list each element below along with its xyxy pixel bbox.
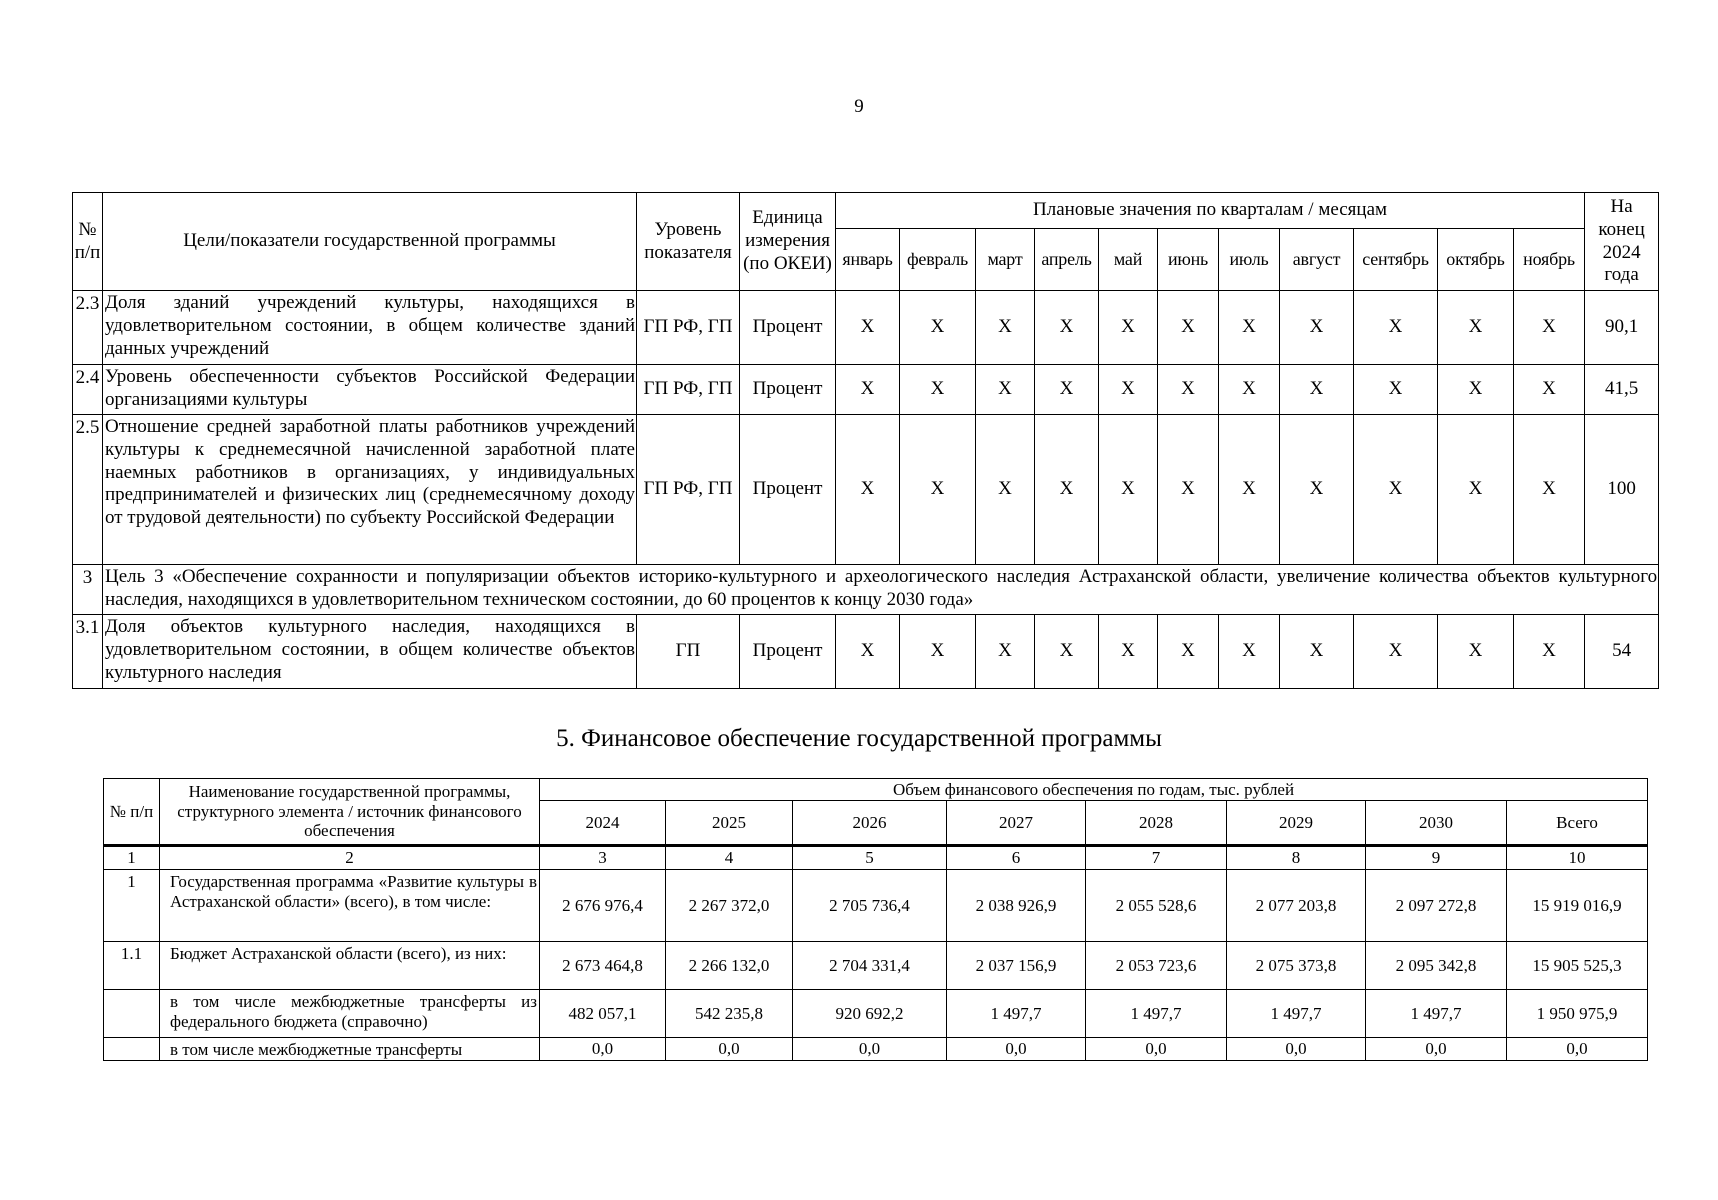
month-value: X: [1158, 291, 1219, 365]
table-row: [73, 615, 1659, 689]
month-value: X: [1219, 415, 1280, 565]
month-value: X: [900, 291, 976, 365]
value-cell: 2 038 926,9: [947, 870, 1086, 942]
column-index: 2: [160, 846, 540, 870]
header-month: май: [1099, 229, 1158, 291]
month-value: X: [1099, 415, 1158, 565]
row-num: [104, 990, 160, 1038]
page-number: 9: [854, 96, 864, 117]
section-title: 5. Финансовое обеспечение государственной программы: [556, 725, 1162, 752]
month-value: X: [1438, 415, 1514, 565]
header-plan: Плановые значения по кварталам / месяцам: [836, 193, 1585, 229]
column-index: 9: [1366, 846, 1507, 870]
month-value: X: [1280, 291, 1354, 365]
value-cell: 1 497,7: [1086, 990, 1227, 1038]
value-cell: 2 097 272,8: [1366, 870, 1507, 942]
header-year: 2026: [793, 801, 947, 846]
value-cell: 2 053 723,6: [1086, 942, 1227, 990]
level-cell: ГП: [637, 615, 740, 689]
value-cell: 2 704 331,4: [793, 942, 947, 990]
row-num: 2.4: [73, 365, 103, 415]
month-value: X: [1219, 615, 1280, 689]
table-row: [73, 365, 1659, 415]
value-cell: 1 497,7: [1366, 990, 1507, 1038]
indicator-text: Уровень обеспеченности субъектов Российской Федерации организациями культуры: [103, 365, 637, 415]
month-value: X: [1354, 365, 1438, 415]
end-value: 54: [1585, 615, 1659, 689]
month-value: X: [836, 615, 900, 689]
end-value: 41,5: [1585, 365, 1659, 415]
row-num: 1.1: [104, 942, 160, 990]
value-cell: 2 095 342,8: [1366, 942, 1507, 990]
level-cell: ГП РФ, ГП: [637, 365, 740, 415]
table-row: [104, 942, 1648, 990]
month-value: X: [1035, 365, 1099, 415]
table-row: [73, 415, 1659, 565]
total-cell: 1 950 975,9: [1507, 990, 1648, 1038]
table-row: [104, 1038, 1648, 1061]
month-value: X: [1099, 291, 1158, 365]
header-year: 2025: [666, 801, 793, 846]
header-month: январь: [836, 229, 900, 291]
end-value: 90,1: [1585, 291, 1659, 365]
month-value: X: [836, 365, 900, 415]
header-indicator: Цели/показатели государственной программы: [103, 193, 637, 291]
month-value: X: [1158, 615, 1219, 689]
header-month: март: [976, 229, 1035, 291]
row-num: 2.5: [73, 415, 103, 565]
header-month: июль: [1219, 229, 1280, 291]
column-index: 1: [104, 846, 160, 870]
column-index: 6: [947, 846, 1086, 870]
header-unit: Единица измерения (по ОКЕИ): [740, 193, 836, 291]
header-num: № п/п: [104, 779, 160, 846]
month-value: X: [1354, 415, 1438, 565]
month-value: X: [900, 415, 976, 565]
month-value: X: [1035, 415, 1099, 565]
header-name: Наименование государственной программы, структурного элемента / источник финансового обеспечения: [160, 779, 540, 846]
month-value: X: [976, 365, 1035, 415]
column-index: 3: [540, 846, 666, 870]
header-num: № п/п: [73, 193, 103, 291]
value-cell: 2 673 464,8: [540, 942, 666, 990]
month-value: X: [1514, 615, 1585, 689]
month-value: X: [1514, 415, 1585, 565]
month-value: X: [1438, 365, 1514, 415]
header-volume: Объем финансового обеспечения по годам, тыс. рублей: [540, 779, 1648, 801]
month-value: X: [1219, 291, 1280, 365]
indicator-text: Отношение средней заработной платы работников учреждений культуры к среднемесячной начисленной заработной плате наемных работников в организациях, у индивидуальных предпринимателей и физических лиц (среднемесячному доходу от трудовой деятельности) по субъекту Российской Федерации: [103, 415, 637, 565]
end-value: 100: [1585, 415, 1659, 565]
row-num: 3: [73, 565, 103, 615]
value-cell: 0,0: [947, 1038, 1086, 1061]
table-row: [73, 291, 1659, 365]
header-year: 2028: [1086, 801, 1227, 846]
header-year: 2027: [947, 801, 1086, 846]
month-value: X: [1280, 615, 1354, 689]
value-cell: 0,0: [1366, 1038, 1507, 1061]
row-num: 1: [104, 870, 160, 942]
row-num: 3.1: [73, 615, 103, 689]
month-value: X: [836, 415, 900, 565]
month-value: X: [1035, 291, 1099, 365]
row-num: [104, 1038, 160, 1061]
value-cell: 0,0: [1086, 1038, 1227, 1061]
column-index: 8: [1227, 846, 1366, 870]
total-cell: 15 919 016,9: [1507, 870, 1648, 942]
header-month: февраль: [900, 229, 976, 291]
header-total: Всего: [1507, 801, 1648, 846]
month-value: X: [1514, 365, 1585, 415]
value-cell: 1 497,7: [1227, 990, 1366, 1038]
table-row: [104, 870, 1648, 942]
header-level: Уровень показателя: [637, 193, 740, 291]
row-name: в том числе межбюджетные трансферты из федерального бюджета (справочно): [160, 990, 540, 1038]
month-value: X: [1099, 615, 1158, 689]
header-month: июнь: [1158, 229, 1219, 291]
total-cell: 0,0: [1507, 1038, 1648, 1061]
value-cell: 482 057,1: [540, 990, 666, 1038]
value-cell: 2 075 373,8: [1227, 942, 1366, 990]
column-index: 10: [1507, 846, 1648, 870]
financing-table: [103, 778, 1648, 1061]
level-cell: ГП РФ, ГП: [637, 415, 740, 565]
total-cell: 15 905 525,3: [1507, 942, 1648, 990]
month-value: X: [1035, 615, 1099, 689]
unit-cell: Процент: [740, 291, 836, 365]
unit-cell: Процент: [740, 365, 836, 415]
level-cell: ГП РФ, ГП: [637, 291, 740, 365]
month-value: X: [1514, 291, 1585, 365]
value-cell: 2 266 132,0: [666, 942, 793, 990]
value-cell: 0,0: [540, 1038, 666, 1061]
month-value: X: [976, 415, 1035, 565]
header-month: октябрь: [1438, 229, 1514, 291]
month-value: X: [900, 615, 976, 689]
month-value: X: [900, 365, 976, 415]
month-value: X: [836, 291, 900, 365]
row-name: Бюджет Астраханской области (всего), из них:: [160, 942, 540, 990]
value-cell: 2 037 156,9: [947, 942, 1086, 990]
month-value: X: [1354, 615, 1438, 689]
column-index: 4: [666, 846, 793, 870]
month-value: X: [1280, 415, 1354, 565]
month-value: X: [1354, 291, 1438, 365]
goal-text: Цель 3 «Обеспечение сохранности и популяризации объектов историко-культурного и археологического наследия Астраханской области, увеличение количества объектов культурного наследия, находящихся в удовлетворительном техническом состоянии, до 60 процентов к концу 2030 года»: [103, 565, 1659, 615]
month-value: X: [1438, 615, 1514, 689]
indicator-text: Доля объектов культурного наследия, находящихся в удовлетворительном состоянии, в общем количестве объектов культурного наследия: [103, 615, 637, 689]
unit-cell: Процент: [740, 615, 836, 689]
month-value: X: [1158, 365, 1219, 415]
value-cell: 0,0: [666, 1038, 793, 1061]
column-index-row: [104, 846, 1648, 870]
column-index: 5: [793, 846, 947, 870]
header-year: 2029: [1227, 801, 1366, 846]
column-index: 7: [1086, 846, 1227, 870]
header-month: ноябрь: [1514, 229, 1585, 291]
header-month: сентябрь: [1354, 229, 1438, 291]
value-cell: 2 077 203,8: [1227, 870, 1366, 942]
value-cell: 2 676 976,4: [540, 870, 666, 942]
value-cell: 920 692,2: [793, 990, 947, 1038]
row-name: в том числе межбюджетные трансферты: [160, 1038, 540, 1061]
month-value: X: [976, 291, 1035, 365]
value-cell: 542 235,8: [666, 990, 793, 1038]
month-value: X: [1099, 365, 1158, 415]
value-cell: 0,0: [793, 1038, 947, 1061]
header-month: апрель: [1035, 229, 1099, 291]
header-end: На конец 2024 года: [1585, 193, 1659, 291]
value-cell: 1 497,7: [947, 990, 1086, 1038]
indicator-text: Доля зданий учреждений культуры, находящихся в удовлетворительном состоянии, в общем количестве зданий данных учреждений: [103, 291, 637, 365]
header-year: 2024: [540, 801, 666, 846]
goal-row: [73, 565, 1659, 615]
row-num: 2.3: [73, 291, 103, 365]
header-year: 2030: [1366, 801, 1507, 846]
month-value: X: [1219, 365, 1280, 415]
table-row: [104, 990, 1648, 1038]
header-month: август: [1280, 229, 1354, 291]
row-name: Государственная программа «Развитие культуры в Астраханской области» (всего), в том числе:: [160, 870, 540, 942]
month-value: X: [976, 615, 1035, 689]
value-cell: 2 267 372,0: [666, 870, 793, 942]
month-value: X: [1280, 365, 1354, 415]
value-cell: 2 055 528,6: [1086, 870, 1227, 942]
value-cell: 0,0: [1227, 1038, 1366, 1061]
indicators-table: [72, 192, 1659, 689]
month-value: X: [1158, 415, 1219, 565]
value-cell: 2 705 736,4: [793, 870, 947, 942]
unit-cell: Процент: [740, 415, 836, 565]
month-value: X: [1438, 291, 1514, 365]
